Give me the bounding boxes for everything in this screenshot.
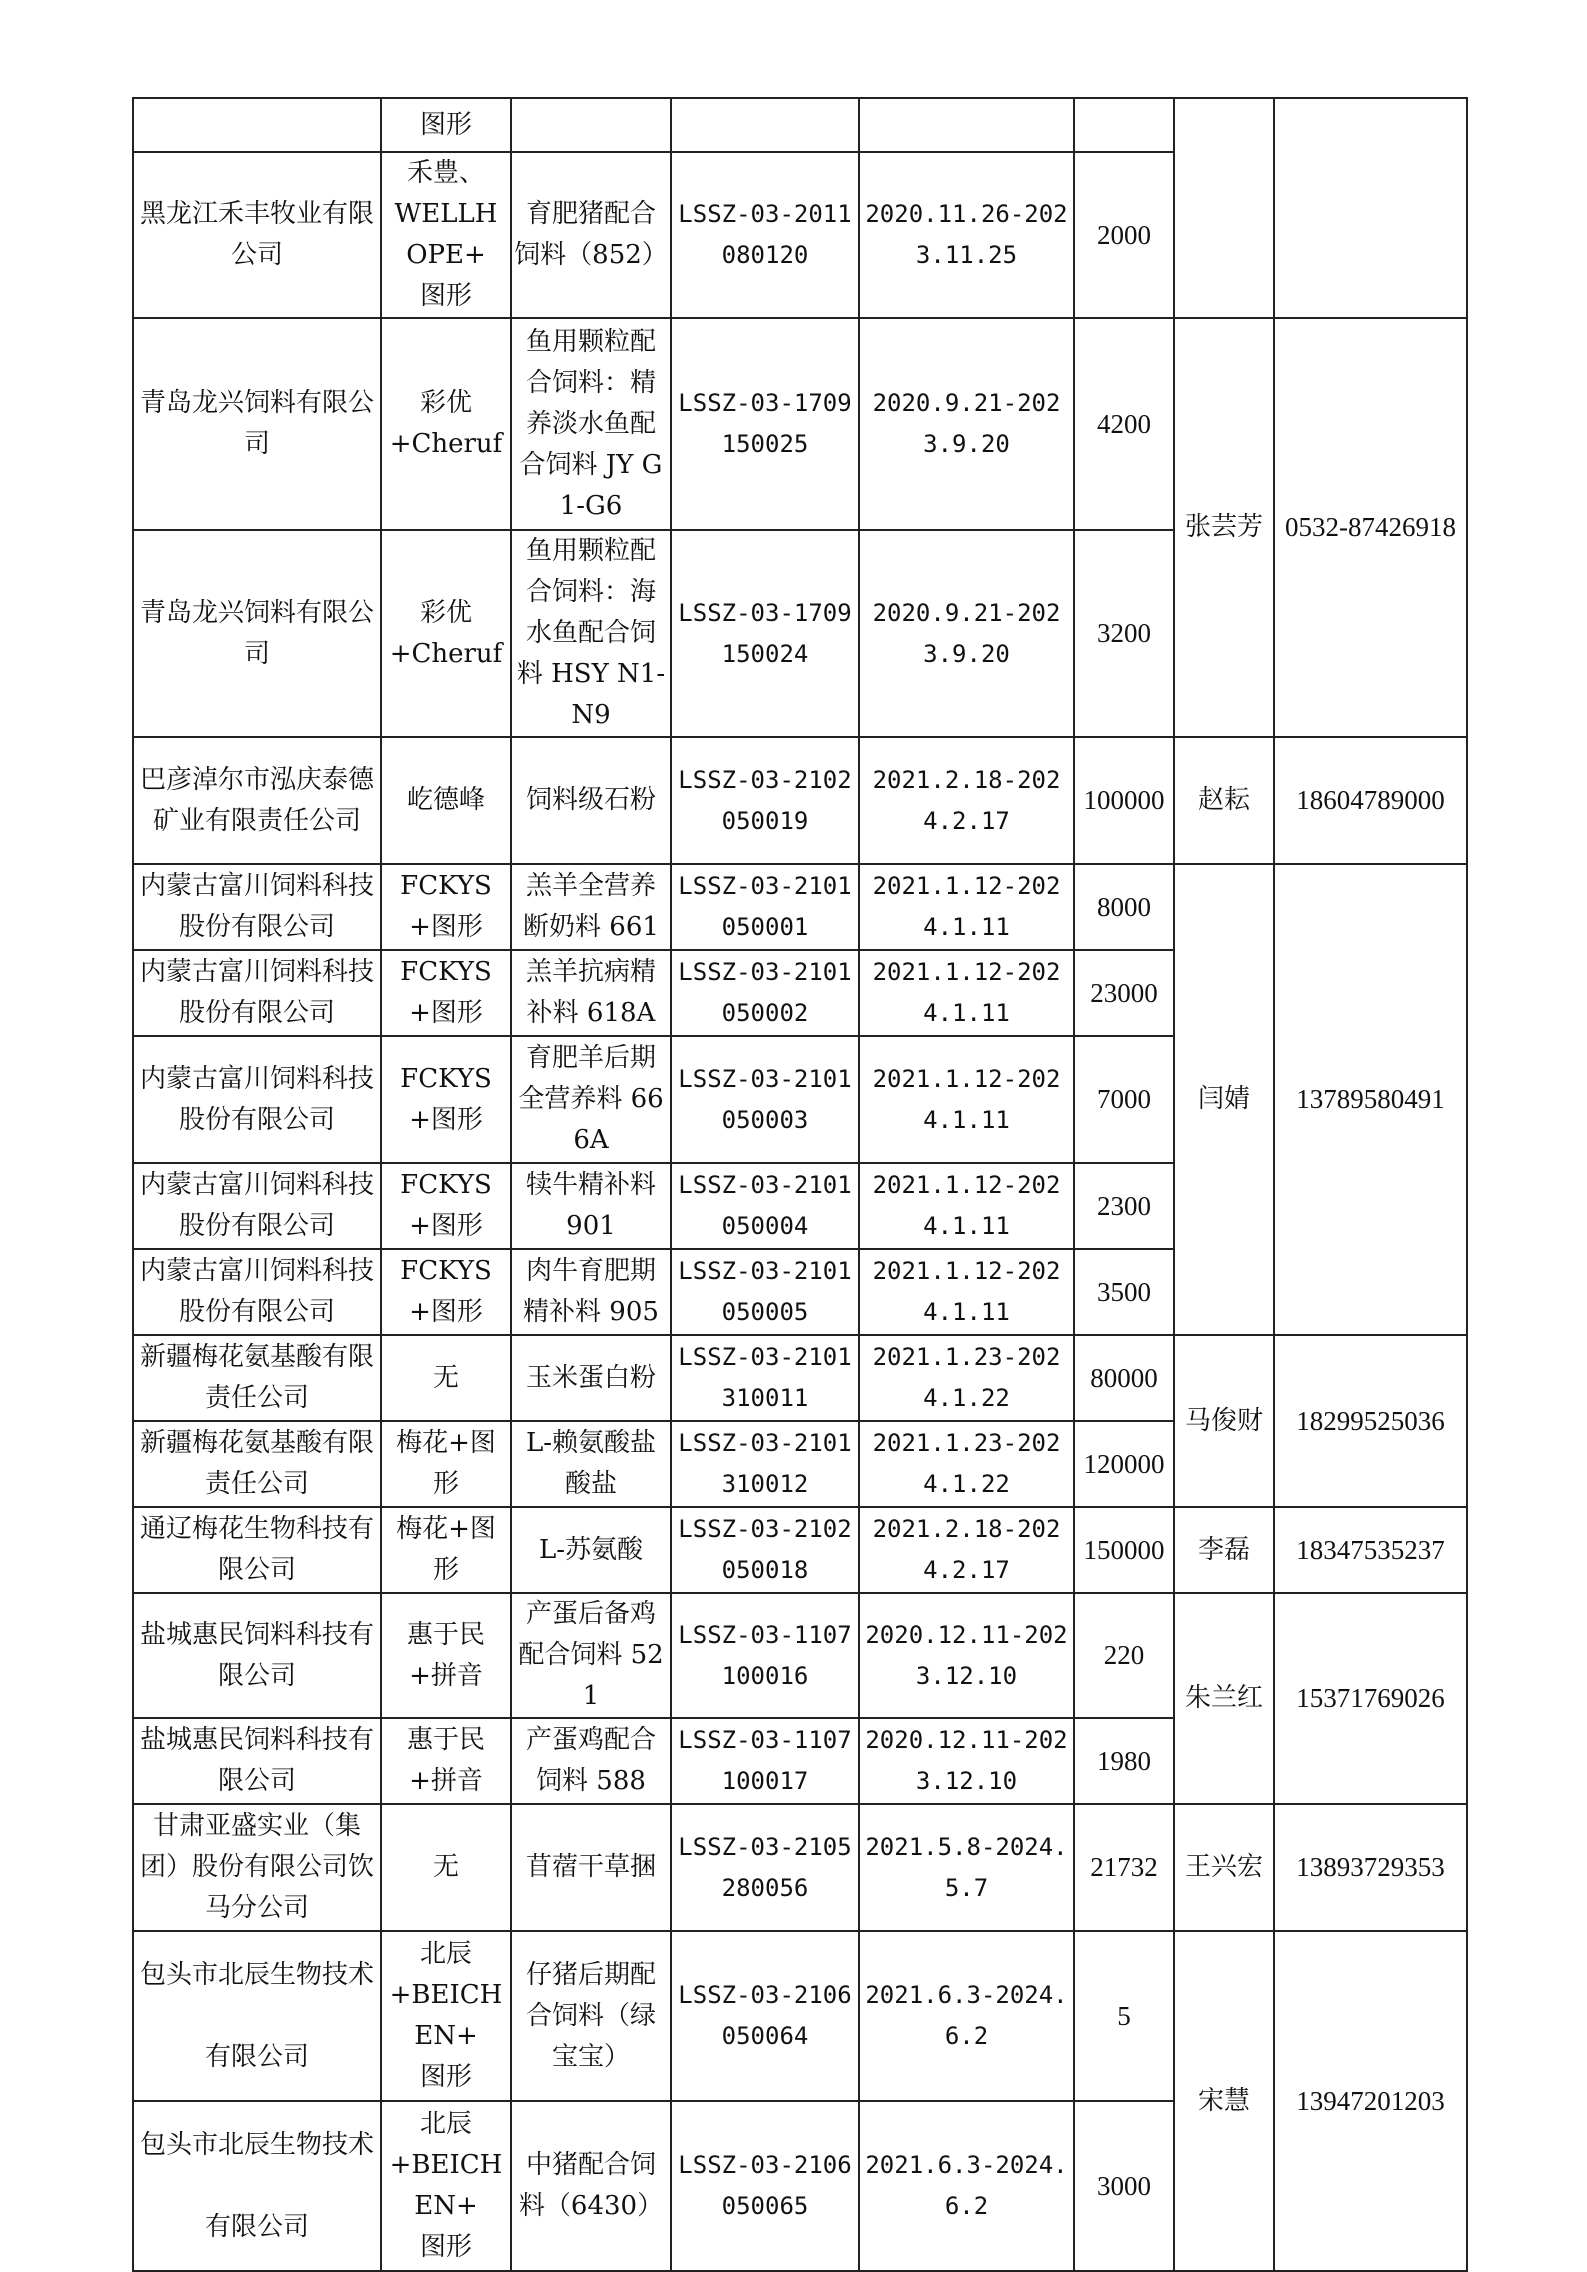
- company-cell: 通辽梅花生物科技有限公司: [133, 1507, 381, 1593]
- product-cell: 鱼用颗粒配合饲料：海水鱼配合饲料 HSY N1-N9: [511, 530, 671, 737]
- product-cell: 鱼用颗粒配合饲料：精养淡水鱼配合饲料 JY G1-G6: [511, 318, 671, 530]
- company-cell: 包头市北辰生物技术 有限公司: [133, 1931, 381, 2101]
- contact-name-cell: 张芸芳: [1174, 318, 1274, 737]
- contact-name-cell: 宋慧: [1174, 1931, 1274, 2271]
- code-cell: [671, 98, 859, 152]
- contact-phone-cell: [1274, 98, 1467, 318]
- code-cell: LSSZ-03-2102050018: [671, 1507, 859, 1593]
- qty-cell: 23000: [1074, 950, 1174, 1036]
- contact-name-cell: 朱兰红: [1174, 1593, 1274, 1804]
- table-row: [133, 1593, 1467, 1718]
- product-cell: 羔羊全营养断奶料 661: [511, 864, 671, 950]
- registration-table: [132, 97, 1468, 2272]
- code-cell: LSSZ-03-1107100016: [671, 1593, 859, 1718]
- code-cell: LSSZ-03-2106050065: [671, 2101, 859, 2271]
- table-row: [133, 1507, 1467, 1593]
- product-cell: 玉米蛋白粉: [511, 1335, 671, 1421]
- code-cell: LSSZ-03-2102050019: [671, 737, 859, 864]
- qty-cell: 220: [1074, 1593, 1174, 1718]
- qty-cell: 2300: [1074, 1163, 1174, 1249]
- company-cell: 内蒙古富川饲料科技股份有限公司: [133, 950, 381, 1036]
- qty-cell: 5: [1074, 1931, 1174, 2101]
- code-cell: LSSZ-03-2101310011: [671, 1335, 859, 1421]
- qty-cell: 3000: [1074, 2101, 1174, 2271]
- company-cell: 盐城惠民饲料科技有限公司: [133, 1718, 381, 1804]
- qty-cell: 4200: [1074, 318, 1174, 530]
- code-cell: LSSZ-03-2101050005: [671, 1249, 859, 1335]
- period-cell: 2020.11.26-2023.11.25: [859, 152, 1074, 318]
- company-cell: 包头市北辰生物技术 有限公司: [133, 2101, 381, 2271]
- period-cell: 2021.6.3-2024.6.2: [859, 1931, 1074, 2101]
- brand-cell: 惠于民+拼音: [381, 1718, 511, 1804]
- qty-cell: 3500: [1074, 1249, 1174, 1335]
- qty-cell: 3200: [1074, 530, 1174, 737]
- brand-cell: FCKYS+图形: [381, 1163, 511, 1249]
- product-cell: 犊牛精补料 901: [511, 1163, 671, 1249]
- product-cell: 饲料级石粉: [511, 737, 671, 864]
- product-cell: 肉牛育肥期精补料 905: [511, 1249, 671, 1335]
- product-cell: 仔猪后期配合饲料（绿宝宝）: [511, 1931, 671, 2101]
- brand-cell: 无: [381, 1804, 511, 1931]
- company-cell: [133, 98, 381, 152]
- brand-cell: 北辰 +BEICHEN+ 图形: [381, 1931, 511, 2101]
- brand-cell: 彩优 +Cheruf: [381, 530, 511, 737]
- contact-phone-cell: 13893729353: [1274, 1804, 1467, 1931]
- brand-cell: 梅花+图形: [381, 1421, 511, 1507]
- contact-phone-cell: 18299525036: [1274, 1335, 1467, 1507]
- brand-cell: 屹德峰: [381, 737, 511, 864]
- brand-cell: 惠于民+拼音: [381, 1593, 511, 1718]
- code-cell: LSSZ-03-2105280056: [671, 1804, 859, 1931]
- period-cell: 2021.1.12-2024.1.11: [859, 1036, 1074, 1163]
- contact-name-cell: 马俊财: [1174, 1335, 1274, 1507]
- qty-cell: 1980: [1074, 1718, 1174, 1804]
- product-cell: 中猪配合饲料（6430）: [511, 2101, 671, 2271]
- table-row: [133, 737, 1467, 864]
- contact-phone-cell: 0532-87426918: [1274, 318, 1467, 737]
- qty-cell: 80000: [1074, 1335, 1174, 1421]
- company-cell: 青岛龙兴饲料有限公司: [133, 530, 381, 737]
- code-cell: LSSZ-03-1107100017: [671, 1718, 859, 1804]
- period-cell: 2020.12.11-2023.12.10: [859, 1718, 1074, 1804]
- company-cell: 内蒙古富川饲料科技股份有限公司: [133, 1163, 381, 1249]
- table-row: [133, 1931, 1467, 2101]
- code-cell: LSSZ-03-2101050002: [671, 950, 859, 1036]
- brand-cell: 无: [381, 1335, 511, 1421]
- code-cell: LSSZ-03-1709150025: [671, 318, 859, 530]
- product-cell: 羔羊抗病精补料 618A: [511, 950, 671, 1036]
- code-cell: LSSZ-03-2101310012: [671, 1421, 859, 1507]
- period-cell: 2020.9.21-2023.9.20: [859, 530, 1074, 737]
- product-cell: 育肥羊后期全营养料 666A: [511, 1036, 671, 1163]
- brand-cell: 北辰 +BEICHEN+ 图形: [381, 2101, 511, 2271]
- table-row: [133, 98, 1467, 152]
- period-cell: 2021.1.12-2024.1.11: [859, 950, 1074, 1036]
- qty-cell: [1074, 98, 1174, 152]
- period-cell: 2021.1.23-2024.1.22: [859, 1421, 1074, 1507]
- company-cell: 甘肃亚盛实业（集团）股份有限公司饮马分公司: [133, 1804, 381, 1931]
- company-cell: 内蒙古富川饲料科技股份有限公司: [133, 1249, 381, 1335]
- table-row: [133, 318, 1467, 530]
- code-cell: LSSZ-03-2101050001: [671, 864, 859, 950]
- table-row: [133, 1335, 1467, 1421]
- contact-name-cell: 闫婧: [1174, 864, 1274, 1335]
- qty-cell: 120000: [1074, 1421, 1174, 1507]
- code-cell: LSSZ-03-2101050004: [671, 1163, 859, 1249]
- period-cell: 2021.1.12-2024.1.11: [859, 864, 1074, 950]
- brand-cell: FCKYS+图形: [381, 864, 511, 950]
- period-cell: 2021.2.18-2024.2.17: [859, 1507, 1074, 1593]
- qty-cell: 8000: [1074, 864, 1174, 950]
- company-cell: 青岛龙兴饲料有限公司: [133, 318, 381, 530]
- contact-phone-cell: 18604789000: [1274, 737, 1467, 864]
- period-cell: 2021.1.12-2024.1.11: [859, 1163, 1074, 1249]
- code-cell: LSSZ-03-2101050003: [671, 1036, 859, 1163]
- qty-cell: 21732: [1074, 1804, 1174, 1931]
- period-cell: 2021.1.23-2024.1.22: [859, 1335, 1074, 1421]
- code-cell: LSSZ-03-2011080120: [671, 152, 859, 318]
- brand-cell: 梅花+图形: [381, 1507, 511, 1593]
- brand-cell: 图形: [381, 98, 511, 152]
- product-cell: L-赖氨酸盐酸盐: [511, 1421, 671, 1507]
- product-cell: 育肥猪配合饲料（852）: [511, 152, 671, 318]
- product-cell: 产蛋鸡配合饲料 588: [511, 1718, 671, 1804]
- contact-name-cell: 王兴宏: [1174, 1804, 1274, 1931]
- brand-cell: 彩优 +Cheruf: [381, 318, 511, 530]
- contact-phone-cell: 13947201203: [1274, 1931, 1467, 2271]
- company-cell: 内蒙古富川饲料科技股份有限公司: [133, 864, 381, 950]
- company-cell: 新疆梅花氨基酸有限责任公司: [133, 1335, 381, 1421]
- code-cell: LSSZ-03-2106050064: [671, 1931, 859, 2101]
- qty-cell: 100000: [1074, 737, 1174, 864]
- product-cell: 产蛋后备鸡配合饲料 521: [511, 1593, 671, 1718]
- product-cell: [511, 98, 671, 152]
- brand-cell: 禾豊、 WELLHOPE+ 图形: [381, 152, 511, 318]
- period-cell: [859, 98, 1074, 152]
- qty-cell: 150000: [1074, 1507, 1174, 1593]
- contact-name-cell: 李磊: [1174, 1507, 1274, 1593]
- company-cell: 盐城惠民饲料科技有限公司: [133, 1593, 381, 1718]
- company-cell: 黑龙江禾丰牧业有限公司: [133, 152, 381, 318]
- table-row: [133, 864, 1467, 950]
- qty-cell: 2000: [1074, 152, 1174, 318]
- period-cell: 2020.9.21-2023.9.20: [859, 318, 1074, 530]
- product-cell: L-苏氨酸: [511, 1507, 671, 1593]
- code-cell: LSSZ-03-1709150024: [671, 530, 859, 737]
- contact-name-cell: [1174, 98, 1274, 318]
- contact-phone-cell: 13789580491: [1274, 864, 1467, 1335]
- qty-cell: 7000: [1074, 1036, 1174, 1163]
- period-cell: 2021.6.3-2024.6.2: [859, 2101, 1074, 2271]
- contact-name-cell: 赵耘: [1174, 737, 1274, 864]
- contact-phone-cell: 18347535237: [1274, 1507, 1467, 1593]
- period-cell: 2020.12.11-2023.12.10: [859, 1593, 1074, 1718]
- contact-phone-cell: 15371769026: [1274, 1593, 1467, 1804]
- table-row: [133, 1804, 1467, 1931]
- company-cell: 新疆梅花氨基酸有限责任公司: [133, 1421, 381, 1507]
- brand-cell: FCKYS+图形: [381, 1036, 511, 1163]
- period-cell: 2021.2.18-2024.2.17: [859, 737, 1074, 864]
- company-cell: 内蒙古富川饲料科技股份有限公司: [133, 1036, 381, 1163]
- period-cell: 2021.1.12-2024.1.11: [859, 1249, 1074, 1335]
- brand-cell: FCKYS+图形: [381, 950, 511, 1036]
- period-cell: 2021.5.8-2024.5.7: [859, 1804, 1074, 1931]
- company-cell: 巴彦淖尔市泓庆泰德矿业有限责任公司: [133, 737, 381, 864]
- product-cell: 苜蓿干草捆: [511, 1804, 671, 1931]
- brand-cell: FCKYS+图形: [381, 1249, 511, 1335]
